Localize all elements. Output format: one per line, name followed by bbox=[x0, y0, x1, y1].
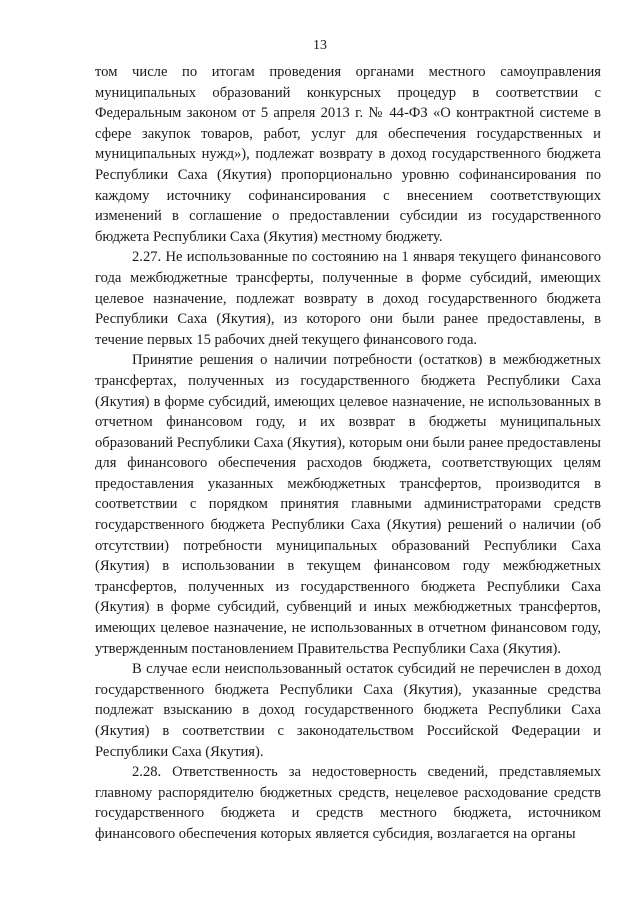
document-body bbox=[95, 62, 601, 845]
paragraph-decision-remainders: Принятие решения о наличии потребности (остатков) в межбюджетных трансфертах, полученных из государственного бюджета Республики Саха (Якутия) в форме субсидий, имеющих целевое назначение, не использованных в отчетном финансовом году, и их возврат в бюджеты муниципальных образований Республики Саха (Якутия), которым они были ранее предоставлены для финансового обеспечения расходов бюджета, соответствующих целям предоставления указанных межбюджетных трансфертов, производится в соответствии с порядком принятия главными администраторами средств государственного бюджета Республики Саха (Якутия) решений о наличии (об отсутствии) потребности муниципальных образований Республики Саха (Якутия) в использовании в текущем финансовом году межбюджетных трансфертов, полученных из государственного бюджета Республики Саха (Якутия) в форме субсидий, субвенций и иных межбюджетных трансфертов, имеющих целевое назначение, не использованных в отчетном финансовом году, утвержденным постановлением Правительства Республики Саха (Якутия). bbox=[95, 352, 601, 657]
page-number: 13 bbox=[313, 38, 327, 53]
paragraph-continuation: том числе по итогам проведения органами местного самоуправления муниципальных образований конкурсных процедур в соответствии с Федеральным законом от 5 апреля 2013 г. № 44-ФЗ «О контрактной системе в сфере закупок товаров, работ, услуг для обеспечения государственных и муниципальных нужд»), подлежат возврату в доход государственного бюджета Республики Саха (Якутия) пропорционально уровню софинансирования по каждому источнику софинансирования с внесением соответствующих изменений в соглашение о предоставлении субсидии из государственного бюджета Республики Саха (Якутия) местному бюджету. bbox=[95, 64, 601, 245]
paragraph-2-27: 2.27. Не использованные по состоянию на 1 января текущего финансового года межбюджетные трансферты, полученные в форме субсидий, имеющих целевое назначение, подлежат возврату в доход государственного бюджета Республики Саха (Якутия), из которого они были ранее предоставлены, в течение первых 15 рабочих дней текущего финансового года. bbox=[95, 249, 601, 348]
paragraph-2-28: 2.28. Ответственность за недостоверность сведений, представляемых главному распорядителю бюджетных средств, нецелевое расходование средств государственного бюджета и средств местного бюджета, источником финансового обеспечения которых является субсидия, возлагается на органы bbox=[95, 764, 601, 842]
paragraph-recovery: В случае если неиспользованный остаток субсидий не перечислен в доход государственного бюджета Республики Саха (Якутия), указанные средства подлежат взысканию в доход государственного бюджета Республики Саха (Якутия) в соответствии с законодательством Российской Федерации и Республики Саха (Якутия). bbox=[95, 661, 601, 760]
